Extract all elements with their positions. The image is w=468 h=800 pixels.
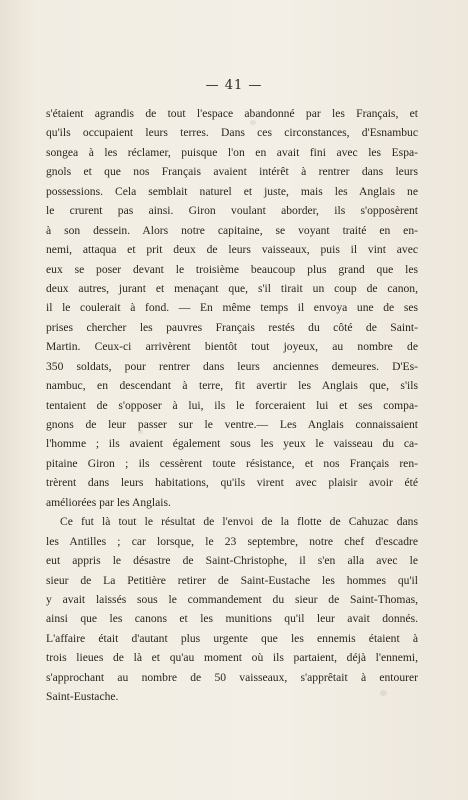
text-line: y avait laissés sous le commandement du sieur de Saint-Thomas, <box>46 592 418 606</box>
text-line: nemi, attaqua et prit deux de leurs vaisseaux, puis il vint avec <box>46 243 418 257</box>
text-line: à son dessein. Alors notre capitaine, se voyant traité en en- <box>46 223 418 237</box>
text-line: qu'ils occupaient leurs terres. Dans ces circonstances, d'Esnambuc <box>46 126 418 140</box>
text-line: deux autres, jurant et menaçant que, s'il tirait un coup de canon, <box>46 281 418 295</box>
text-line: possessions. Cela semblait naturel et juste, mais les Anglais ne <box>46 184 418 198</box>
text-line: eux se poser devant le troisième beaucoup plus grand que les <box>46 262 418 276</box>
text-line: tentaient de s'opposer à lui, ils le forceraient lui et ses compa- <box>46 398 418 412</box>
text-line: le crurent pas ainsi. Giron voulant aborder, ils s'opposèrent <box>46 204 418 218</box>
text-line: L'affaire était d'autant plus urgente que les ennemis étaient à <box>46 631 418 645</box>
text-line: eut appris le désastre de Saint-Christophe, il s'en alla avec le <box>46 554 418 568</box>
text-line: gnons de leur passer sur le ventre.— Les Anglais connaissaient <box>46 418 418 431</box>
text-line: les Antilles ; car lorsque, le 23 septembre, notre chef d'escadre <box>46 534 418 548</box>
text-line: songea à les réclamer, puisque l'on en avait fini avec les Espa- <box>46 145 418 159</box>
text-line: trois lieues de là et qu'au moment où ils partaient, déjà l'ennemi, <box>46 651 418 665</box>
text-line: Ce fut là tout le résultat de l'envoi de la flotte de Cahuzac dans <box>60 515 418 529</box>
body-text <box>46 104 418 707</box>
text-line: sieur de La Petitière retirer de Saint-Eustache les hommes qu'il <box>46 573 418 587</box>
text-line: gnols et que nos Français avaient intérêt à rentrer dans leurs <box>46 165 418 179</box>
text-line: s'approchant au nombre de 50 vaisseaux, s'apprêtait à entourer <box>46 670 418 684</box>
text-line: prises chercher les pauvres Français restés du côté de Saint- <box>46 320 418 334</box>
text-line: ainsi que les canons et les munitions qu'il leur avait donnés. <box>46 612 418 626</box>
paragraph <box>46 104 418 512</box>
text-line: Saint-Eustache. <box>46 690 119 704</box>
text-line: nambuc, en descendant à terre, fit avertir les Anglais que, s'ils <box>46 379 418 393</box>
text-line: il le coulerait à fond. — En même temps il envoya une de ses <box>46 301 418 315</box>
text-line: améliorées par les Anglais. <box>46 495 171 509</box>
page-number: — 41 — <box>205 78 263 93</box>
paragraph <box>46 512 418 706</box>
text-line: 350 soldats, pour rentrer dans leurs anciennes demeures. D'Es- <box>46 359 418 373</box>
text-line: s'étaient agrandis de tout l'espace abandonné par les Français, et <box>46 107 418 120</box>
text-line: pitaine Giron ; ils cessèrent toute résistance, et nos Français ren- <box>46 456 418 470</box>
text-line: l'homme ; ils avaient également sous les yeux le vaisseau du ca- <box>46 437 418 451</box>
text-line: trèrent dans leurs habitations, qu'ils virent avec plaisir avoir été <box>46 476 418 490</box>
text-line: Martin. Ceux-ci arrivèrent bientôt tout joyeux, au nombre de <box>46 340 418 354</box>
